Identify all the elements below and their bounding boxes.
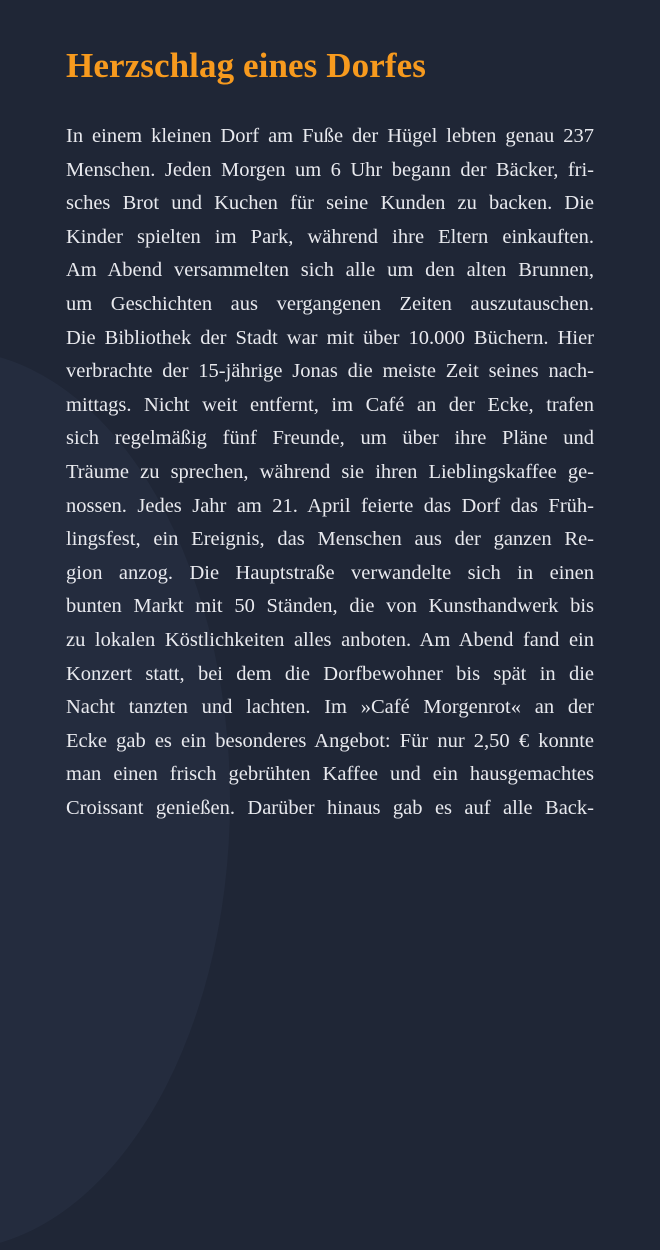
text-line: Träume zu sprechen, während sie ihren Lieblingskaffee ge- (66, 460, 594, 483)
text-line: Ecke gab es ein besonderes Angebot: Für nur 2,50 € konnte (66, 729, 594, 752)
text-line: gion anzog. Die Hauptstraße verwandelte sich in einen (66, 561, 594, 584)
text-line: um Geschichten aus vergangenen Zeiten auszutauschen. (66, 292, 594, 315)
text-line: Nacht tanzten und lachten. Im »Café Morgenrot« an der (66, 696, 594, 719)
text-line: Kinder spielten im Park, während ihre Eltern einkauften. (66, 225, 594, 248)
text-line: Konzert statt, bei dem die Dorfbewohner bis spät in die (66, 662, 594, 685)
text-line: man einen frisch gebrühten Kaffee und ein hausgemachtes (66, 763, 594, 786)
text-line: sches Brot und Kuchen für seine Kunden zu backen. Die (66, 192, 594, 215)
body-paragraph (66, 120, 594, 825)
text-line: Am Abend versammelten sich alle um den alten Brunnen, (66, 259, 594, 282)
page-title: Herzschlag eines Dorfes (66, 46, 426, 85)
text-line: verbrachte der 15-jährige Jonas die meiste Zeit seines nach- (66, 360, 594, 383)
text-line: zu lokalen Köstlichkeiten alles anboten. Am Abend fand ein (66, 628, 594, 651)
text-line: In einem kleinen Dorf am Fuße der Hügel lebten genau 237 (66, 125, 594, 147)
text-line: mittags. Nicht weit entfernt, im Café an der Ecke, trafen (66, 393, 594, 416)
text-line: sich regelmäßig fünf Freunde, um über ihre Pläne und (66, 427, 594, 450)
text-line: Die Bibliothek der Stadt war mit über 10.000 Büchern. Hier (66, 326, 594, 349)
text-line: Menschen. Jeden Morgen um 6 Uhr begann der Bäcker, fri- (66, 158, 594, 181)
text-line: lingsfest, ein Ereignis, das Menschen aus der ganzen Re- (66, 528, 594, 551)
text-line: bunten Markt mit 50 Ständen, die von Kunsthandwerk bis (66, 595, 594, 618)
text-line: Croissant genießen. Darüber hinaus gab es auf alle Back- (66, 796, 594, 819)
text-line: nossen. Jedes Jahr am 21. April feierte das Dorf das Früh- (66, 494, 594, 517)
